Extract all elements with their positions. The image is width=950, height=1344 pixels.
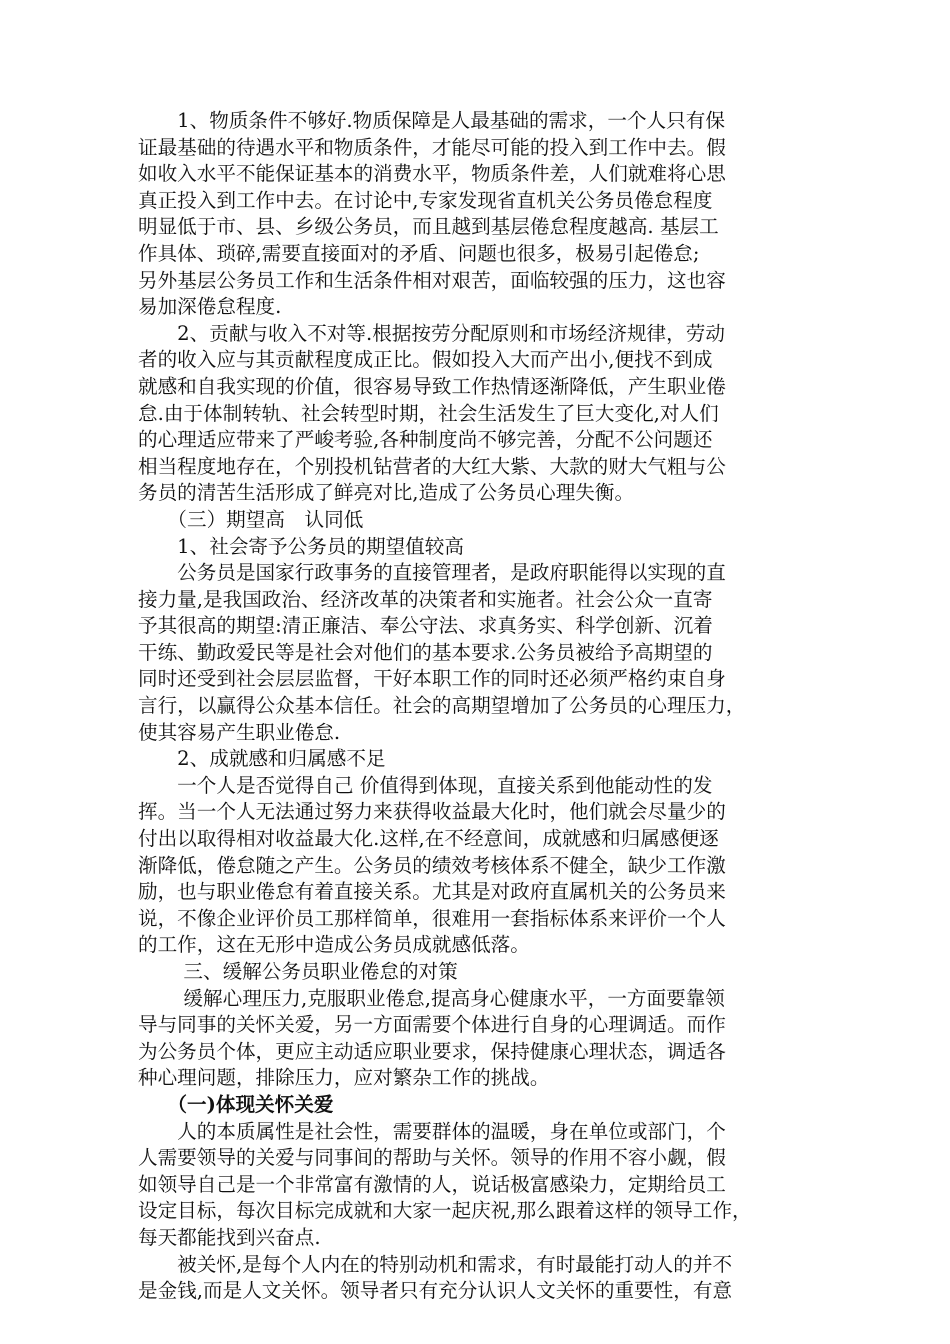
text-line: 人需要领导的关爱与同事间的帮助与关怀。领导的作用不容小觑，假 xyxy=(138,1146,726,1170)
text-line: 予其很高的期望:清正廉洁、奉公守法、求真务实、科学创新、沉着 xyxy=(138,614,713,638)
text-line: 易加深倦怠程度. xyxy=(138,295,282,319)
text-line: 相当程度地存在，个别投机钻营者的大红大紫、大款的财大气粗与公 xyxy=(138,454,726,478)
text-line: 1、社会寄予公务员的期望值较高 xyxy=(138,534,464,558)
text-line: 为公务员个体，更应主动适应职业要求，保持健康心理状态，调适各 xyxy=(138,1039,726,1063)
text-line: 一个人是否觉得自己 价值得到体现，直接关系到他能动性的发 xyxy=(138,773,713,797)
text-line: 者的收入应与其贡献程度成正比。假如投入大而产出小,便找不到成 xyxy=(138,348,713,372)
text-line: 的心理适应带来了严峻考验,各种制度尚不够完善，分配不公问题还 xyxy=(138,428,713,452)
text-line: 证最基础的待遇水平和物质条件，才能尽可能的投入到工作中去。假 xyxy=(138,135,726,159)
text-line: 三、缓解公务员职业倦怠的对策 xyxy=(138,960,458,983)
text-line: 每天都能找到兴奋点. xyxy=(138,1225,321,1249)
text-line: 挥。当一个人无法通过努力来获得收益最大化时，他们就会尽量少的 xyxy=(138,800,726,824)
text-line: 设定目标，每次目标完成就和大家一起庆祝,那么跟着这样的领导工作， xyxy=(138,1199,752,1223)
text-line: 接力量,是我国政治、经济改革的决策者和实施者。社会公众一直寄 xyxy=(138,587,713,611)
text-line: 干练、勤政爱民等是社会对他们的基本要求.公务员被给予高期望的 xyxy=(138,640,713,664)
text-line: 明显低于市、县、乡级公务员，而且越到基层倦怠程度越高. 基层工 xyxy=(138,215,719,239)
text-line: 作具体、琐碎,需要直接面对的矛盾、问题也很多，极易引起倦怠; xyxy=(138,241,700,265)
text-line: 1、物质条件不够好.物质保障是人最基础的需求，一个人只有保 xyxy=(138,109,725,132)
document-body xyxy=(138,108,814,1305)
text-line: 说，不像企业评价员工那样简单，很难用一套指标体系来评价一个人 xyxy=(138,906,726,930)
text-line: 如领导自己是一个非常富有激情的人，说话极富感染力，定期给员工 xyxy=(138,1172,726,1196)
text-line: （三）期望高 认同低 xyxy=(138,507,364,531)
text-line: 同时还受到社会层层监督，干好本职工作的同时还必须严格约束自身 xyxy=(138,667,726,691)
text-line: 另外基层公务员工作和生活条件相对艰苦，面临较强的压力，这也容 xyxy=(138,268,726,292)
text-line: 言行，以赢得公众基本信任。社会的高期望增加了公务员的心理压力， xyxy=(138,694,746,718)
text-line: 励，也与职业倦怠有着直接关系。尤其是对政府直属机关的公务员来 xyxy=(138,880,726,904)
text-line: 付出以取得相对收益最大化.这样,在不经意间，成就感和归属感便逐 xyxy=(138,827,719,851)
text-line: 公务员是国家行政事务的直接管理者，是政府职能得以实现的直 xyxy=(138,561,726,585)
text-line: 真正投入到工作中去。在讨论中,专家发现省直机关公务员倦怠程度 xyxy=(138,188,713,212)
section-heading: （一)体现关怀关爱 xyxy=(138,1092,334,1116)
text-line: 的工作，这在无形中造成公务员成就感低落。 xyxy=(138,933,530,957)
text-line: 种心理问题，排除压力，应对繁杂工作的挑战。 xyxy=(138,1066,550,1090)
text-line: 渐降低，倦怠随之产生。公务员的绩效考核体系不健全，缺少工作激 xyxy=(138,853,726,877)
text-line: 被关怀,是每个人内在的特别动机和需求，有时最能打动人的并不 xyxy=(138,1252,733,1276)
text-line: 导与同事的关怀关爱，另一方面需要个体进行自身的心理调适。而作 xyxy=(138,1013,726,1037)
text-line: 是金钱,而是人文关怀。领导者只有充分认识人文关怀的重要性，有意 xyxy=(138,1279,733,1303)
text-line: 缓解心理压力,克服职业倦怠,提高身心健康水平，一方面要靠领 xyxy=(138,986,725,1010)
text-line: 如收入水平不能保证基本的消费水平，物质条件差，人们就难将心思 xyxy=(138,162,726,186)
text-line: 怠.由于体制转轨、社会转型时期，社会生活发生了巨大变化,对人们 xyxy=(138,401,719,425)
text-line: 就感和自我实现的价值，很容易导致工作热情逐渐降低，产生职业倦 xyxy=(138,374,726,398)
text-line: 人的本质属性是社会性，需要群体的温暖，身在单位或部门，个 xyxy=(138,1119,726,1143)
text-line: 2、成就感和归属感不足 xyxy=(138,747,386,771)
text-line: 2、贡献与收入不对等.根据按劳分配原则和市场经济规律，劳动 xyxy=(138,321,725,345)
text-line: 务员的清苦生活形成了鲜亮对比,造成了公务员心理失衡。 xyxy=(138,481,635,505)
text-line: 使其容易产生职业倦怠. xyxy=(138,720,341,744)
